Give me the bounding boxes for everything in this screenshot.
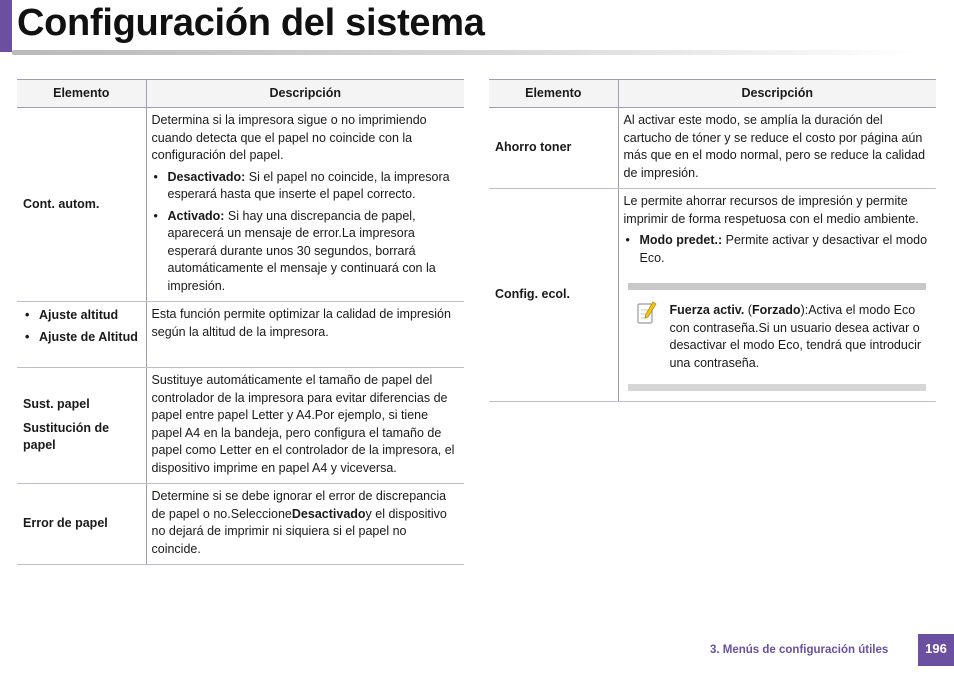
text-segment: ):Activa el modo Eco con contraseña.Si un usuario desea activar o desactivar el modo Eco, tendrá que introducir una contraseña.	[669, 303, 922, 370]
list-item	[152, 169, 459, 204]
option-term: Desactivado:	[167, 169, 246, 184]
description-text: Sustituye automáticamente el tamaño de papel del controlador de la impresora para evitar diferencias de papel entre papel Letter y A4.Por ejemplo, si tiene papel A4 en la bandeja, pero configura el tamaño de papel como Letter en el controlador de la impresora, el dispositivo imprime en papel A4 y viceversa.	[151, 373, 455, 475]
table-header-row	[489, 80, 936, 108]
element-label: Sust. papel	[23, 397, 90, 412]
option-list	[624, 232, 931, 267]
column-header-description: Descripción	[618, 80, 936, 108]
note-term: Forzado	[751, 303, 801, 317]
description-cell	[618, 189, 936, 402]
element-cell	[17, 302, 146, 368]
list-item: • Ajuste de Altitud	[23, 329, 140, 347]
option-text: Si el papel no coincide, la impresora esperará hasta que inserte el papel correcto.	[167, 169, 450, 201]
table-row	[489, 189, 936, 402]
page-number-badge: 196	[918, 634, 954, 666]
description-cell	[618, 108, 936, 189]
description-text: Le permite ahorrar recursos de impresión y permite imprimir de forma respetuosa con el medio ambiente.	[623, 194, 919, 226]
option-term: Activado:	[167, 208, 225, 223]
table-row	[17, 484, 464, 565]
text-segment: y el dispositivo no dejará de imprimir ni siquiera si el papel no coincide.	[151, 506, 447, 556]
option-list	[152, 169, 459, 296]
description-cell	[146, 368, 464, 484]
element-label: Sustitución de papel	[23, 420, 110, 453]
element-cell: Config. ecol.	[489, 189, 618, 402]
note-text	[670, 302, 923, 372]
list-item	[152, 208, 459, 296]
column-header-element: Elemento	[489, 80, 618, 108]
list-item	[624, 232, 931, 267]
text-segment: (	[744, 303, 752, 317]
option-term: Desactivado	[291, 506, 366, 521]
column-header-element: Elemento	[17, 80, 146, 108]
title-underline	[12, 50, 918, 55]
description-cell	[146, 484, 464, 565]
option-term: Modo predet.:	[639, 233, 723, 247]
element-cell: Cont. autom.	[17, 108, 146, 302]
description-cell	[146, 108, 464, 302]
note-term: Fuerza activ.	[669, 303, 745, 317]
right-settings-table	[489, 79, 936, 402]
title-accent-bar	[0, 0, 12, 52]
note-pencil-icon	[636, 300, 658, 326]
description-text: Al activar este modo, se amplía la duración del cartucho de tóner y se reduce el costo por página aún más que en el modo normal, pero se reduce la calidad de impresión.	[623, 113, 926, 180]
element-cell: Ahorro toner	[489, 108, 618, 189]
footer-section-title: 3. Menús de configuración útiles	[710, 644, 889, 656]
table-row	[489, 108, 936, 189]
table-header-row	[17, 80, 464, 108]
list-item: • Ajuste altitud	[23, 307, 140, 325]
element-cell: Error de papel	[17, 484, 146, 565]
description-cell	[146, 302, 464, 368]
table-row	[17, 108, 464, 302]
left-settings-table	[17, 79, 464, 565]
element-list	[23, 307, 140, 346]
column-header-description: Descripción	[146, 80, 464, 108]
description-text: Esta función permite optimizar la calidad de impresión según la altitud de la impresora.	[151, 307, 451, 339]
table-row	[17, 368, 464, 484]
text-segment: Determine si se debe ignorar el error de discrepancia de papel o no.Seleccione	[151, 489, 447, 521]
page-title: Configuración del sistema	[17, 2, 485, 44]
option-text: Si hay una discrepancia de papel, aparecerá un mensaje de error.La impresora esperará durante unos 30 segundos, borrará automáticamente el mensaje y continuará con la impresión.	[167, 208, 436, 293]
description-text: Determina si la impresora sigue o no imprimiendo cuando detecta que el papel no coincide con la configuración del papel.	[151, 113, 427, 162]
note-box	[628, 283, 927, 391]
option-text: Permite activar y desactivar el modo Eco.	[639, 233, 928, 265]
description-text	[152, 488, 459, 558]
element-cell	[17, 368, 146, 484]
table-row	[17, 302, 464, 368]
